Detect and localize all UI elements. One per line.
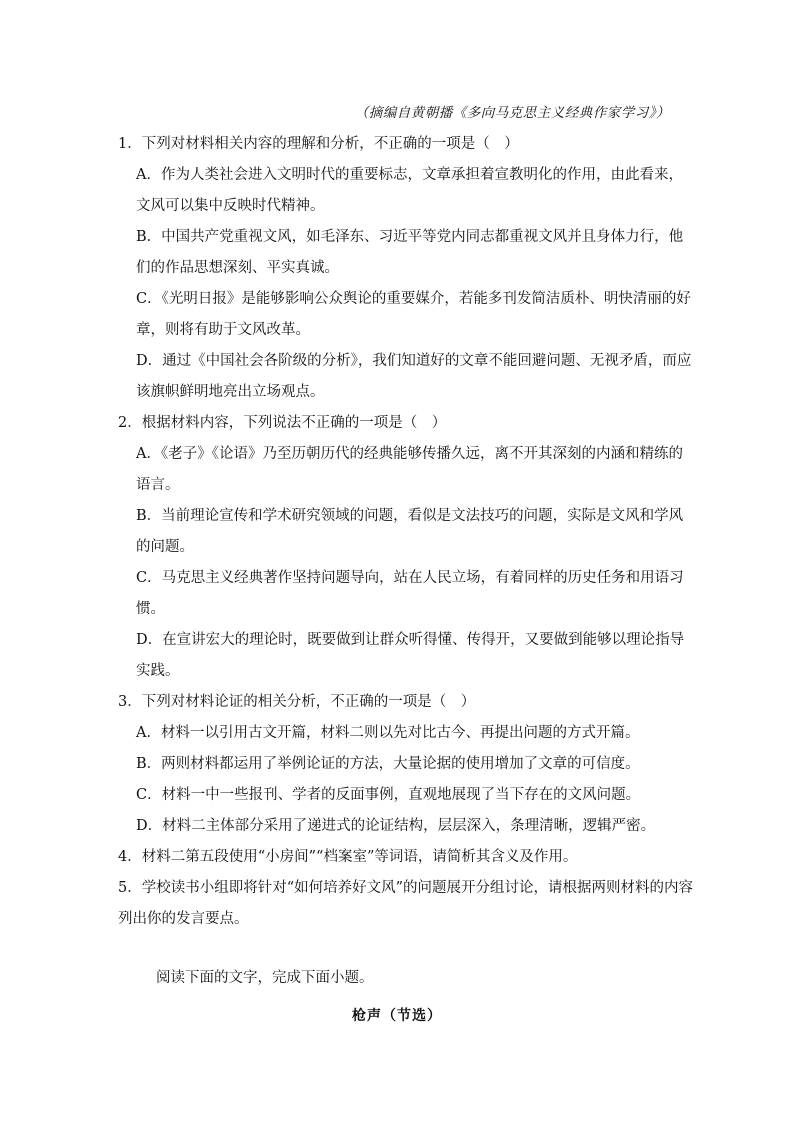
question-2-option-d-cont: 实践。 [136,663,180,679]
question-3-option-d: D．材料二主体部分采用了递进式的论证结构，层层深入，条理清晰，逻辑严密。 [136,818,656,834]
question-5-stem-cont: 列出你的发言要点。 [118,911,249,927]
question-3-option-a: A．材料一以引用古文开篇，材料二则以先对比古今、再提出问题的方式开篇。 [136,725,640,741]
question-5-stem: 5．学校读书小组即将针对“如何培养好文风”的问题展开分组讨论，请根据两则材料的内容 [118,880,694,896]
section-gap [118,935,678,963]
question-1-option-d: D．通过《中国社会各阶级的分析》，我们知道好的文章不能回避问题、无视矛盾，而应 [136,353,692,369]
reading-instruction: 阅读下面的文字，完成下面小题。 [156,970,374,986]
question-2-option-d: D．在宣讲宏大的理论时，既要做到让群众听得懂、传得开，又要做到能够以理论指导 [136,632,685,648]
question-3-option-c: C．材料一中一些报刊、学者的反面事例，直观地展现了当下存在的文风问题。 [136,787,641,803]
question-1-option-a-cont: 文风可以集中反映时代精神。 [136,198,325,214]
question-2-stem: 2．根据材料内容，下列说法不正确的一项是（ ） [118,415,447,431]
question-list [118,129,694,994]
question-2-option-a: A．《老子》《论语》乃至历朝历代的经典能够传播久远，离不开其深刻的内涵和精练的 [136,446,683,462]
question-4-stem: 4．材料二第五段使用“小房间”“档案室”等词语，请简析其含义及作用。 [118,849,578,865]
question-3-option-b: B．两则材料都运用了举例论证的方法，大量论据的使用增加了文章的可信度。 [136,756,640,772]
question-1-stem: 1．下列对材料相关内容的理解和分析，不正确的一项是（ ） [118,136,519,152]
passage-title: 枪声（节选） [352,1008,442,1024]
question-3-stem: 3．下列对材料论证的相关分析，不正确的一项是（ ） [118,694,476,710]
question-1-option-c-cont: 章，则将有助于文风改革。 [136,322,310,338]
question-2-option-a-cont: 语言。 [136,477,180,493]
question-1-option-b-cont: 们的作品思想深刻、平实真诚。 [136,260,339,276]
question-2-option-b-cont: 的问题。 [136,539,194,555]
question-2-option-c: C．马克思主义经典著作坚持问题导向，站在人民立场，有着同样的历史任务和用语习 [136,570,684,586]
question-1-option-a: A．作为人类社会进入文明时代的重要标志，文章承担着宣教明化的作用，由此看来， [136,167,683,183]
question-1-option-d-cont: 该旗帜鲜明地亮出立场观点。 [136,384,325,400]
source-citation: （摘编自黄朝播《多向马克思主义经典作家学习》） [354,105,670,121]
question-1-option-b: B．中国共产党重视文风，如毛泽东、习近平等党内同志都重视文风并且身体力行，他 [136,229,684,245]
question-1-option-c: C．《光明日报》是能够影响公众舆论的重要媒介，若能多刊发简洁质朴、明快清丽的好 [136,291,691,307]
question-2-option-c-cont: 惯。 [136,601,165,617]
question-2-option-b: B．当前理论宣传和学术研究领域的问题，看似是文法技巧的问题，实际是文风和学风 [136,508,684,524]
